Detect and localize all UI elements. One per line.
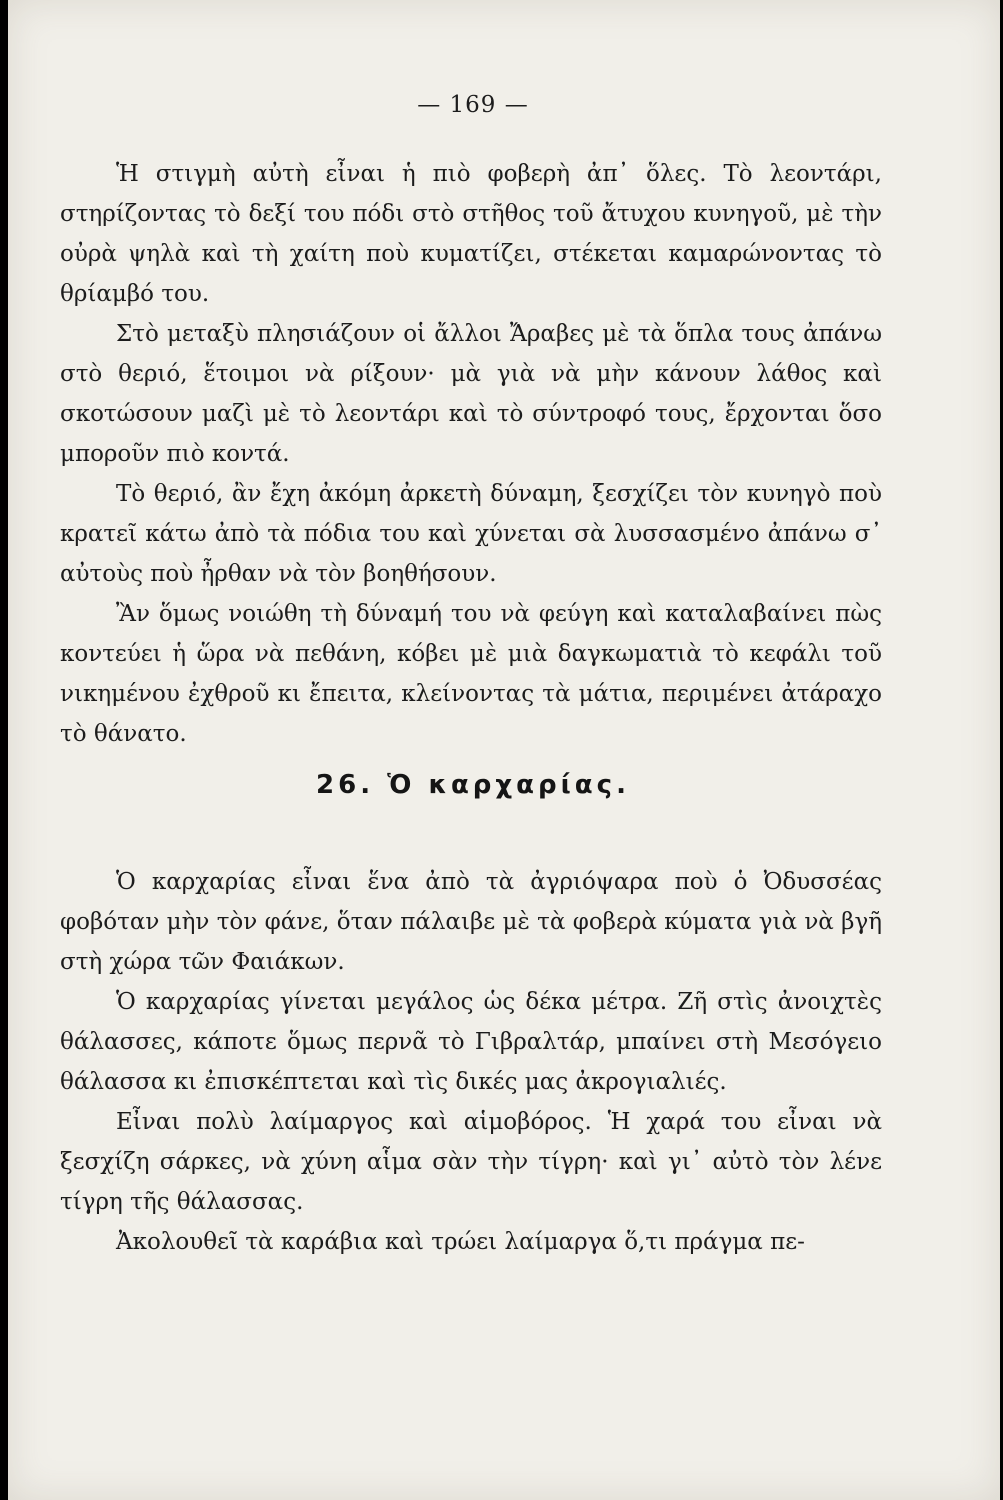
page-sheet (8, 0, 1000, 1500)
paragraph: Ὁ καρχαρίας γίνεται μεγάλος ὡς δέκα μέτρα. Ζῆ στὶς ἀνοιχτὲς θάλασσες, κάποτε ὅμως περνᾶ τὸ Γιβραλτάρ, μπαίνει στὴ Μεσόγειο θάλασσα κι ἐπισκέπτεται καὶ τὶς δικές μας ἀκρογιαλιές. (60, 989, 882, 1095)
paragraph: Ἡ στιγμὴ αὐτὴ εἶναι ἡ πιὸ φοβερὴ ἀπ᾽ ὅλες. Τὸ λεοντάρι, στηρίζοντας τὸ δεξί του πόδι στὸ στῆθος τοῦ ἄτυχου κυνηγοῦ, μὲ τὴν οὐρὰ ψηλὰ καὶ τὴ χαίτη ποὺ κυματίζει, στέκεται καμαρώνοντας τὸ θρίαμβό του. (60, 161, 882, 307)
paragraph: Ὁ καρχαρίας εἶναι ἕνα ἀπὸ τὰ ἀγριόψαρα ποὺ ὁ Ὀδυσσέας φοβόταν μὴν τὸν φάνε, ὅταν πάλαιβε μὲ τὰ φοβερὰ κύματα γιὰ νὰ βγῆ στὴ χώρα τῶν Φαιάκων. (60, 869, 882, 975)
shark-text (60, 862, 882, 1262)
paragraph: Εἶναι πολὺ λαίμαργος καὶ αἱμοβόρος. Ἡ χαρά του εἶναι νὰ ξεσχίζη σάρκες, νὰ χύνη αἷμα σὰν τὴν τίγρη· καὶ γι᾽ αὐτὸ τὸν λένε τίγρη τῆς θάλασσας. (60, 1109, 882, 1215)
section-heading: 26. Ὁ καρχαρίας. (316, 770, 630, 800)
paragraph: Τὸ θεριό, ἂν ἔχη ἀκόμη ἀρκετὴ δύναμη, ξεσχίζει τὸν κυνηγὸ ποὺ κρατεῖ κάτω ἀπὸ τὰ πόδια του καὶ χύνεται σὰ λυσσασμένο ἀπάνω σ᾽ αὐτοὺς ποὺ ἦρθαν νὰ τὸν βοηθήσουν. (60, 481, 882, 587)
page-number: — 169 — (417, 92, 529, 118)
paragraph: Στὸ μεταξὺ πλησιάζουν οἱ ἄλλοι Ἄραβες μὲ τὰ ὅπλα τους ἀπάνω στὸ θεριό, ἕτοιμοι νὰ ρίξουν· μὰ γιὰ νὰ μὴν κάνουν λάθος καὶ σκοτώσουν μαζὶ μὲ τὸ λεοντάρι καὶ τὸ σύντροφό τους, ἔρχονται ὅσο μποροῦν πιὸ κοντά. (60, 321, 882, 467)
paragraph: Ἀκολουθεῖ τὰ καράβια καὶ τρώει λαίμαργα ὅ,τι πράγμα πε- (116, 1229, 805, 1255)
paragraph: Ἂν ὅμως νοιώθη τὴ δύναμή του νὰ φεύγη καὶ καταλαβαίνει πὼς κοντεύει ἡ ὥρα νὰ πεθάνη, κόβει μὲ μιὰ δαγκωματιὰ τὸ κεφάλι τοῦ νικημένου ἐχθροῦ κι ἔπειτα, κλείνοντας τὰ μάτια, περιμένει ἀτάραχο τὸ θάνατο. (60, 601, 882, 747)
lion-hunt-text (60, 154, 882, 754)
